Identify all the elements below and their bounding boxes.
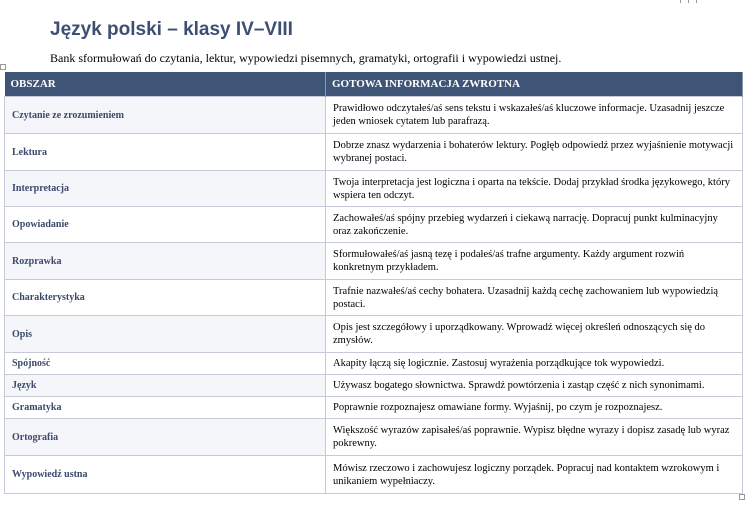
column-header-area: OBSZAR (5, 72, 326, 97)
table-row (5, 207, 743, 243)
ruler-tick (696, 0, 697, 3)
area-cell[interactable]: Rozprawka (5, 243, 326, 280)
feedback-cell[interactable]: Zachowałeś/aś spójny przebieg wydarzeń i ciekawą narrację. Dopracuj punkt kulminacyjny oraz zakończenie. (326, 207, 743, 243)
table-header-row (5, 72, 743, 97)
table-row (5, 316, 743, 353)
table-row (5, 280, 743, 316)
column-header-feedback: GOTOWA INFORMACJA ZWROTNA (326, 72, 743, 97)
feedback-cell[interactable]: Akapity łączą się logicznie. Zastosuj wyrażenia porządkujące tok wypowiedzi. (326, 353, 743, 375)
area-cell[interactable]: Opowiadanie (5, 207, 326, 243)
area-cell[interactable]: Spójność (5, 353, 326, 375)
feedback-cell[interactable]: Dobrze znasz wydarzenia i bohaterów lektury. Pogłęb odpowiedź przez wyjaśnienie motywacji wybranej postaci. (326, 134, 743, 171)
table-move-handle[interactable] (0, 64, 6, 70)
area-cell[interactable]: Lektura (5, 134, 326, 171)
table-row (5, 375, 743, 397)
feedback-cell[interactable]: Prawidłowo odczytałeś/aś sens tekstu i wskazałeś/aś kluczowe informacje. Uzasadnij jeszcze jeden wniosek cytatem lub parafrazą. (326, 97, 743, 134)
table-row (5, 397, 743, 419)
table-row (5, 171, 743, 207)
feedback-cell[interactable]: Używasz bogatego słownictwa. Sprawdź powtórzenia i zastąp część z nich synonimami. (326, 375, 743, 397)
area-cell[interactable]: Czytanie ze zrozumieniem (5, 97, 326, 134)
table-row (5, 456, 743, 494)
area-cell[interactable]: Charakterystyka (5, 280, 326, 316)
feedback-cell[interactable]: Poprawnie rozpoznajesz omawiane formy. Wyjaśnij, po czym je rozpoznajesz. (326, 397, 743, 419)
feedback-cell[interactable]: Sformułowałeś/aś jasną tezę i podałeś/aś trafne argumenty. Każdy argument rozwiń konkretnym przykładem. (326, 243, 743, 280)
feedback-cell[interactable]: Twoja interpretacja jest logiczna i oparta na tekście. Dodaj przykład środka językowego, który wspiera ten odczyt. (326, 171, 743, 207)
area-cell[interactable]: Opis (5, 316, 326, 353)
table-row (5, 353, 743, 375)
feedback-cell[interactable]: Opis jest szczegółowy i uporządkowany. Wprowadź więcej określeń odnoszących się do zmysłów. (326, 316, 743, 353)
area-cell[interactable]: Język (5, 375, 326, 397)
page-title: Język polski – klasy IV–VIII (50, 19, 293, 40)
table-body (5, 97, 743, 494)
table-row (5, 97, 743, 134)
area-cell[interactable]: Interpretacja (5, 171, 326, 207)
area-cell[interactable]: Gramatyka (5, 397, 326, 419)
table-row (5, 243, 743, 280)
area-cell[interactable]: Ortografia (5, 419, 326, 456)
ruler-tick (688, 0, 689, 3)
feedback-table (4, 72, 743, 494)
table-row (5, 419, 743, 456)
ruler-tick (680, 0, 681, 3)
feedback-cell[interactable]: Trafnie nazwałeś/aś cechy bohatera. Uzasadnij każdą cechę zachowaniem lub wypowiedzią postaci. (326, 280, 743, 316)
feedback-cell[interactable]: Większość wyrazów zapisałeś/aś poprawnie. Wypisz błędne wyrazy i dopisz zasadę lub wyraz pokrewny. (326, 419, 743, 456)
page-subtitle: Bank sformułowań do czytania, lektur, wypowiedzi pisemnych, gramatyki, ortografii i wypowiedzi ustnej. (50, 51, 562, 65)
feedback-cell[interactable]: Mówisz rzeczowo i zachowujesz logiczny porządek. Popracuj nad kontaktem wzrokowym i unikaniem wypełniaczy. (326, 456, 743, 494)
table-resize-handle[interactable] (739, 494, 745, 500)
table-row (5, 134, 743, 171)
area-cell[interactable]: Wypowiedź ustna (5, 456, 326, 494)
